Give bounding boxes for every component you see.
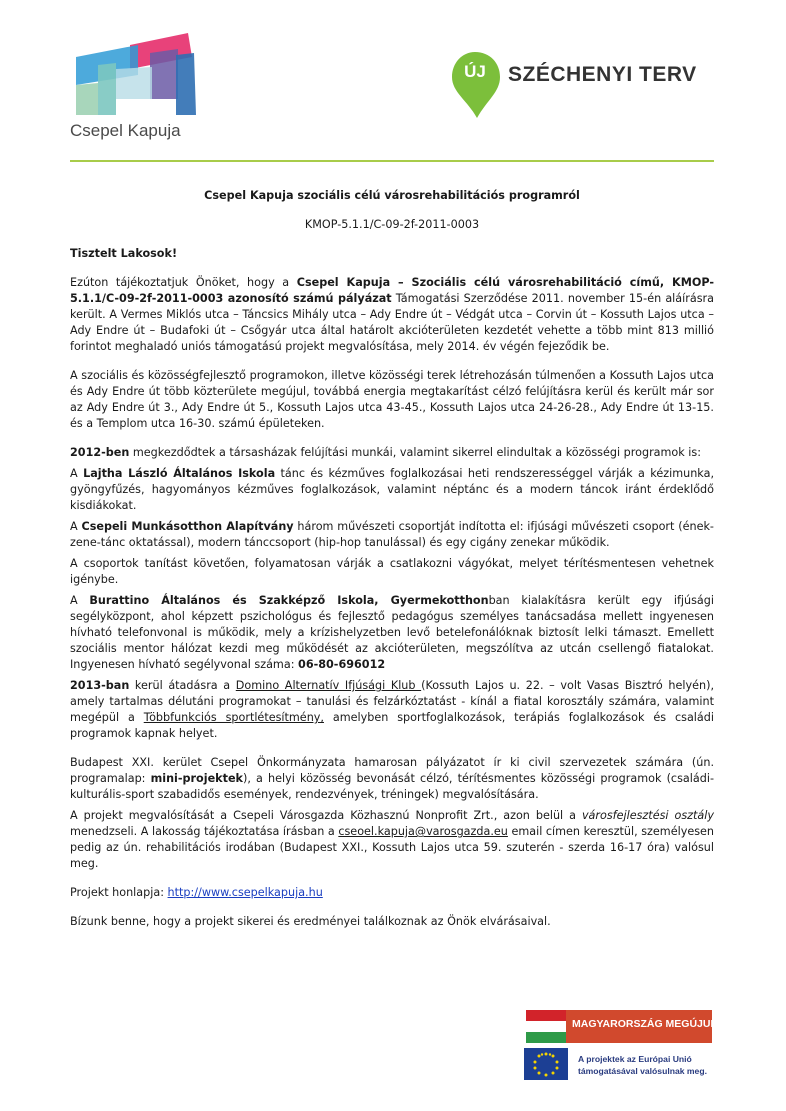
foundation-name: Csepeli Munkásotthon Alapítvány	[81, 520, 294, 533]
text: menedzseli. A lakosság tájékoztatása írásban a	[70, 825, 339, 838]
text: A	[70, 594, 90, 607]
paragraph-website	[70, 885, 714, 901]
text: amelyben sportfoglalkozások, terápiás foglalkozások és családi programok kapnak helyet.	[70, 711, 714, 740]
text: A projekt megvalósítását a Csepeli Városgazda Közhasznú Nonprofit Zrt., azon belül a	[70, 809, 582, 822]
year-2012: 2012-ben	[70, 446, 130, 459]
uj-badge-text: ÚJ	[464, 62, 486, 81]
paragraph-renovation: A szociális és közösségfejlesztő programokon, illetve közösségi terek létrehozásán túlmenően a Kossuth Lajos utca és Ady Endre út több közterülete megújul, továbbá energia megtakarítást célzó felújításra kerül és került már sor az Ady Endre út 3., Ady Endre út 5., Kossuth Lajos utca 43-45., Kossuth Lajos utca 24-26-28., Ady Endre út 13-15. és a Templom utca 16-30. számú épületeken.	[70, 369, 714, 430]
club-name: Domino Alternatív Ifjúsági Klub	[235, 679, 422, 692]
text: email címen keresztül, személyesen pedig az ún. rehabilitációs irodában (Budapest XXI., Kossuth Lajos utca 59. szuterén - szerda 16-17 óra) valósul meg.	[70, 825, 715, 870]
document-title: Csepel Kapuja szociális célú városrehabilitációs programról	[204, 189, 580, 202]
text: Támogatási Szerződése 2011. november 15-én aláírásra került. A Vermes Miklós utca – Táncsics Mihály utca – Ady Endre út – Védgát utca – Corvin út – Kossuth Lajos utca – Ady Endre út – Budafoki út – Csőgyár utca által határolt akcióterületen kezdetét vehette a több mint 813 millió forintot meghaladó uniós támogatású projekt megvalósítása, mely 2014. év végén fejeződik be.	[70, 292, 714, 353]
paragraph-closing: Bízunk benne, hogy a projekt sikerei és eredményei találkoznak az Önök elvárásaival.	[70, 915, 551, 928]
text: (Kossuth Lajos u. 22. – volt Vasas Bisztró helyén), amely tartalmas délutáni programokat – tanulási és felzárkóztatást - kínál a fiatal korosztály számára, valamint megépül a	[70, 679, 714, 724]
eu-line-2: támogatásával valósulnak meg.	[578, 1066, 707, 1076]
text: tánc és kézműves foglalkozásai heti rendszerességgel várják a kézimunka, gyöngyfűzés, hagyományos kézműves foglalkozások, valamint néptánc és a modern táncok iránt érdeklődő kisdiákokat.	[70, 467, 715, 512]
greeting: Tisztelt Lakosok!	[70, 247, 178, 260]
department-name: városfejlesztési osztály	[581, 809, 714, 822]
paragraph-contact	[70, 808, 714, 872]
text: ), a helyi közösség bevonását célzó, térítésmentes közösségi programok (családi- kulturális-sport szabadidős események, rendezvények, tréningek) megvalósítására.	[70, 772, 714, 801]
eu-support-text	[578, 1053, 707, 1077]
text: Budapest XXI. kerület Csepel Önkormányzata hamarosan pályázatot ír ki civil szervezetek számára (ún. programalap:	[70, 756, 714, 785]
project-name: Csepel Kapuja – Szociális célú városrehabilitáció című, KMOP-5.1.1/C-09-2f-2011-0003 azonosító számú pályázat	[70, 276, 714, 305]
paragraph-2013	[70, 678, 714, 742]
text: ban kialakításra került egy ifjúsági segélyközpont, ahol képzett pszichológus és fejlesztő pedagógus személyes tanácsadása mellett ingyenesen hívható telefonvonal is működik, mely a krízishelyzetben levő betelefonálóknak biztosít lelki támaszt. Emellett szociális mentor hálózat kezdi meg működését az akcióterületen, megszólítva az utcán csellengő fiatalokat. Ingyenesen hívható segélyvonal száma:	[70, 594, 714, 671]
paragraph-burattino	[70, 593, 714, 673]
paragraph-munkasotthon	[70, 519, 714, 551]
text: Ezúton tájékoztatjuk Önöket, hogy a	[70, 276, 297, 289]
paragraph-2012	[70, 445, 714, 461]
helpline-number: 06-80-696012	[298, 658, 386, 671]
text: A	[70, 467, 84, 480]
mini-projects: mini-projektek	[150, 772, 243, 785]
project-code: KMOP-5.1.1/C-09-2f-2011-0003	[304, 218, 480, 231]
school-name: Lajtha László Általános Iskola	[83, 467, 276, 480]
website-label: Projekt honlapja:	[70, 886, 168, 899]
email-link[interactable]: cseoel.kapuja@varosgazda.eu	[338, 825, 508, 838]
eu-line-1: A projektek az Európai Unió	[578, 1054, 692, 1064]
text: A	[70, 520, 82, 533]
brand-left-text: Csepel Kapuja	[70, 121, 181, 140]
magyarorszag-megujul-text: MAGYARORSZÁG MEGÚJUL	[572, 1018, 717, 1030]
paragraph-groups: A csoportok tanítást követően, folyamatosan várják a csatlakozni vágyókat, melyet térítésmentesen vehetnek igénybe.	[70, 557, 714, 586]
paragraph-grants	[70, 755, 714, 803]
text: három művészeti csoportját indította el: ifjúsági művészeti csoport (ének- zene-tánc oktatással), modern tánccsoport (hip-hop tanulással) és egy cigány zenekar működik.	[70, 520, 714, 549]
text: kerül átadásra a	[129, 679, 236, 692]
brand-right-text: SZÉCHENYI TERV	[508, 63, 697, 86]
text: megkezdődtek a társasházak felújítási munkái, valamint sikerrel elindultak a közösségi programok is:	[129, 446, 702, 459]
header-divider	[70, 160, 714, 162]
year-2013: 2013-ban	[70, 679, 130, 692]
sports-facility: Többfunkciós sportlétesítmény,	[143, 711, 324, 724]
document-body	[70, 188, 714, 943]
paragraph-lajtha	[70, 466, 714, 514]
website-link[interactable]: http://www.csepelkapuja.hu	[167, 886, 323, 899]
paragraph-intro	[70, 275, 714, 355]
school-name: Burattino Általános és Szakképző Iskola, Gyermekotthon	[89, 594, 489, 607]
